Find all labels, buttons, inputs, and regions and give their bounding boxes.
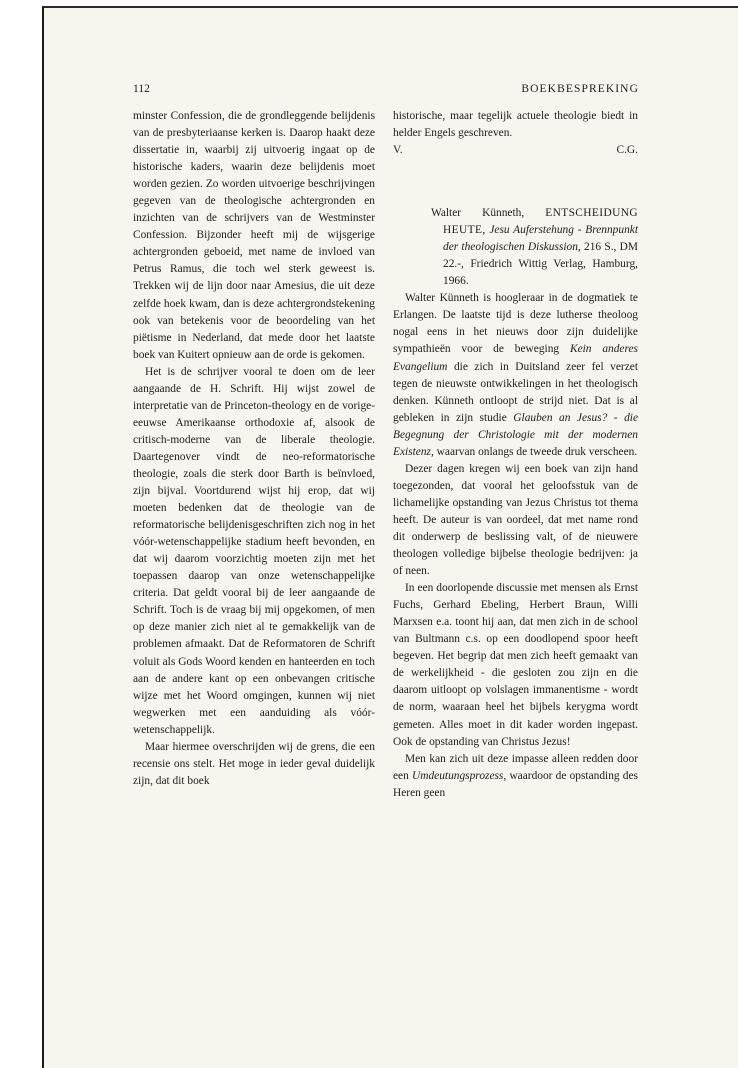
running-head [133, 83, 639, 99]
paragraph-text: waarvan onlangs de tweede druk verscheen. [436, 445, 638, 458]
signature-line [393, 142, 638, 159]
right-column [393, 108, 638, 802]
book-title: ENTSCHEIDUNG HEUTE, [443, 207, 638, 237]
paragraph-text: waardoor de opstanding des Heren geen [393, 769, 638, 799]
review-paragraph: In een doorlopende discussie met mensen als Ernst Fuchs, Gerhard Ebeling, Herbert Braun, Willi Marxsen e.a. toont hij aan, dat men zich in de school van Bultmann c.s. op een doodlopend spoor heeft begeven. Het begrip dat men zich heeft gemaakt van de werkelijkheid - die gesloten zou zijn en die daarom uitloopt op volslagen immanentisme - wordt de norm, waaraan heel het bijbels kerygma wordt gemeten. Alles moet in dit kader worden ingepast. Ook de opstanding van Christus Jezus! [393, 582, 638, 748]
book-details: 216 S., DM 22.-, Friedrich Wittig Verlag, Hamburg, 1966. [443, 241, 638, 288]
book-entry [431, 205, 638, 290]
review-paragraph [393, 290, 638, 460]
book-subtitle: Jesu Auferstehung - Brennpunkt der theologischen Diskussion, [443, 224, 638, 254]
paragraph-text: Walter Künneth is hoogleraar in de dogmatiek te Erlangen. De laatste tijd is deze lutherse theoloog nogal eens in het nieuws door zijn duidelijke sympathieën voor de beweging [393, 292, 638, 356]
book-reference: Umdeutungsprozess, [412, 769, 507, 782]
left-paragraph: Maar hiermee overschrijden wij de grens, die een recensie ons stelt. Het moge in ieder geval duidelijk zijn, dat dit boek [133, 740, 375, 787]
signature-left: V. [393, 144, 403, 157]
book-reference: Kein anderes Evangelium [393, 343, 638, 373]
review-paragraph: Dezer dagen kregen wij een boek van zijn hand toegezonden, dat vooral het geloofsstuk van de lichamelijke opstanding van Jezus Christus tot thema heeft. De auteur is van oordeel, dat met name rond dit onderwerp de beslissing valt, of de nieuwere theologen volledige bijbelse theologie bedrijven: ja of neen. [393, 462, 638, 578]
paragraph-text: Men kan zich uit deze impasse alleen redden door een [393, 752, 638, 782]
section-title: BOEKBESPREKING [521, 83, 639, 95]
review-body [393, 290, 638, 801]
book-author: Walter Künneth, [431, 207, 525, 220]
review-paragraph [393, 751, 638, 802]
continuation-text: historische, maar tegelijk actuele theologie biedt in helder Engels geschreven. [393, 110, 638, 140]
paragraph-text: die zich in Duitsland zeer fel verzet tegen de nieuwste ontwikkelingen in het theologisch denken. Künneth ontloopt de strijd niet. Dat is al gebleken in zijn studie [393, 360, 638, 424]
left-paragraph: minster Confession, die de grondleggende belijdenis van de presbyteriaanse kerken is. Daarop haakt deze dissertatie in, waarbij zij uitvoerig ingaat op de historische kaders, waarin deze belijdenis moet worden gezien. Zo worden uitvoerige beschrijvingen gegeven van de theologische achtergronden en inzichten van de schrijvers van de Westminster Confession. Bijzonder heeft mij de wijsgerige achtergronden geboeid, met name de invloed van Petrus Ramus, die toch wel sterk geweest is. Trekken wij de lijn door naar Amesius, die uit deze zelfde hoek kwam, dan is deze achtergrondstekening ook van betekenis voor de beoordeling van het piëtisme in Nederland, dat mede door het laatste boek van Kuitert opnieuw aan de orde is gekomen. [133, 110, 375, 361]
signature-right: C.G. [616, 144, 638, 157]
page-number: 112 [133, 83, 150, 95]
left-paragraph: Het is de schrijver vooral te doen om de leer aangaande de H. Schrift. Hij wijst zowel de interpretatie van de Princeton-theology en de vorige-eeuwse Amerikaanse orthodoxie af, alsook de critisch-moderne van de liberale theologie. Daartegenover vindt de neo-reformatorische theologie, zoals die sterk door Barth is beïnvloed, zijn bijval. Voortdurend wijst hij erop, dat wij moeten bedenken dat de theologie van de reformatorische belijdenisgeschriften zich nog in het vóór-wetenschappelijke stadium heeft bevonden, en dat wij daarom voorzichtig moeten zijn met het toepassen daarop van onze wetenschappelijke criteria. Dat geldt vooral bij de leer aangaande de Schrift. Toch is de vraag bij mij opgekomen, of men op deze manier zich niet al te gemakkelijk van de problemen afmaakt. Dat de Reformatoren de Schrift voluit als Gods Woord kenden en hanteerden en toch aan de andere kant op een onbevangen critische wijze met het Woord omgingen, kunnen wij niet wegwerken met een aanduiding als vóór-wetenschappelijk. [133, 365, 375, 736]
book-reference: Glauben an Jesus? - die Begegnung der Christologie mit der modernen Existenz, [393, 411, 638, 458]
left-column [133, 108, 375, 790]
